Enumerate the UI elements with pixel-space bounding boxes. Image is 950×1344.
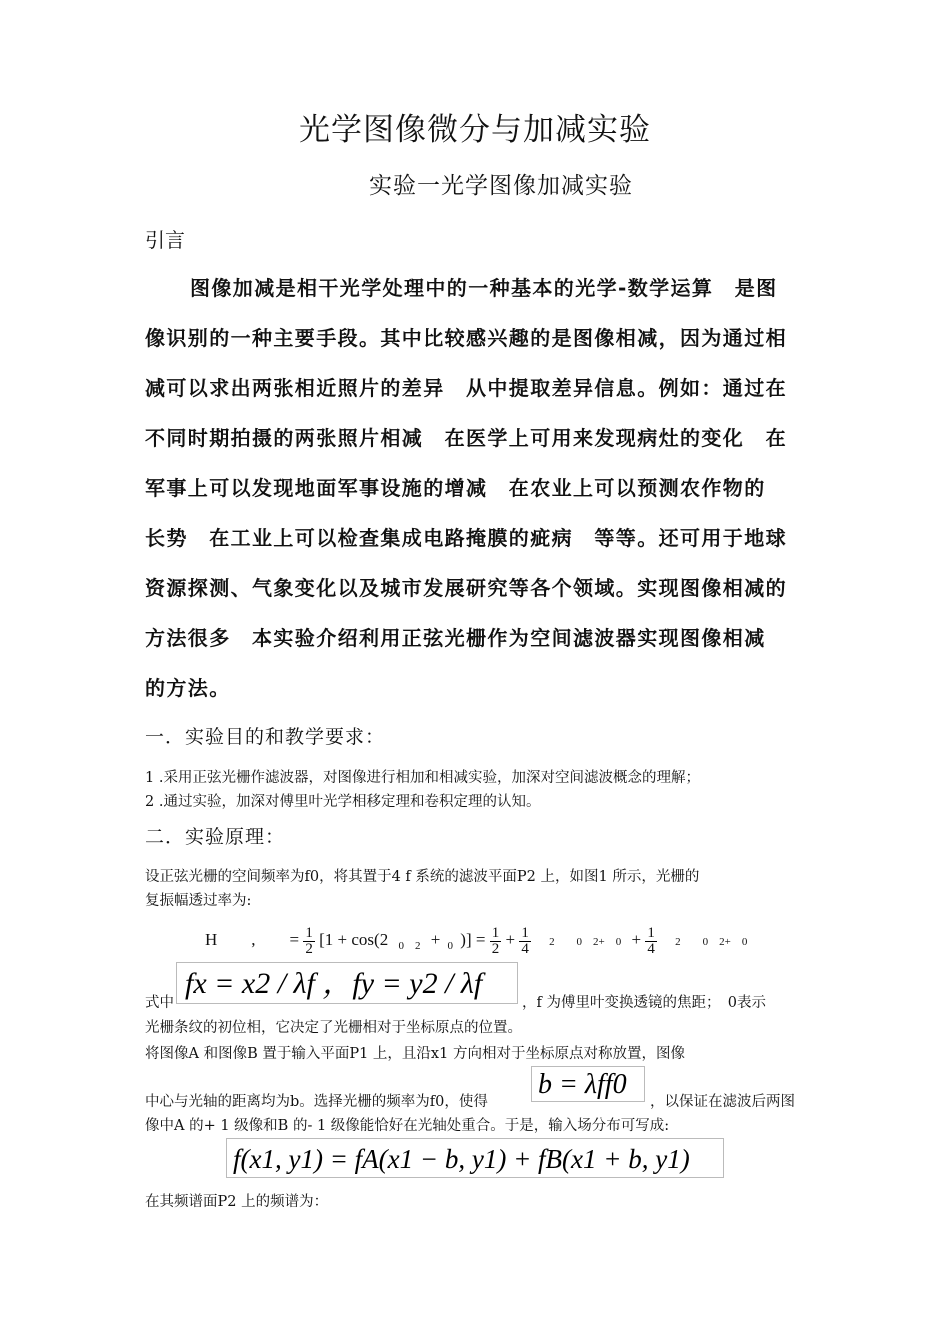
intro-line: 长势 在工业上可以检查集成电路掩膜的疵病 等等。还可用于地球 (145, 526, 787, 550)
intro-line: 图像加减是相干光学处理中的一种基本的光学-数学运算 是图 (190, 276, 778, 300)
eq-bracket: [1 + cos(2 (319, 930, 389, 949)
transmittance-equation (205, 922, 747, 958)
section1-item: 1 .采用正弦光栅作滤波器，对图像进行相加和相减实验，加深对空间滤波概念的理解； (145, 770, 700, 786)
document-title: 光学图像微分与加减实验 (299, 112, 651, 148)
intro-line: 像识别的一种主要手段。其中比较感兴趣的是图像相减，因为通过相 (145, 326, 787, 350)
eq-sub: 0 2 (398, 940, 421, 953)
section2-heading: 二．实验原理： (145, 826, 286, 848)
paragraph-line: 将图像A 和图像B 置于输入平面P1 上，且沿x1 方向相对于坐标原点对称放置，图像 (145, 1046, 685, 1062)
grating-frequency-formula-image: b = λff0 (531, 1066, 645, 1102)
eq-plus: + (430, 930, 441, 949)
intro-line: 不同时期拍摄的两张照片相减 在医学上可用来发现病灶的变化 在 (145, 426, 787, 450)
fraction-quarter: $\frac{1}{4}$ (647, 924, 655, 957)
fraction-quarter: $\frac{1}{4}$ (521, 924, 529, 957)
paragraph-line: 设正弦光栅的空间频率为f0，将其置于4 f 系统的滤波平面P2 上，如图1 所示，光栅的 (145, 869, 700, 885)
paragraph-line: 光栅条纹的初位相，它决定了光栅相对于坐标原点的位置。 (145, 1020, 522, 1036)
paragraph-line: 复振幅透过率为: (145, 893, 252, 909)
intro-line: 减可以求出两张相近照片的差异 从中提取差异信息。例如：通过在 (145, 376, 787, 400)
paragraph-line: ，以保证在滤波后两图 (650, 1094, 795, 1110)
paragraph-line: 像中A 的+ 1 级像和B 的- 1 级像能恰好在光轴处重合。于是，输入场分布可写成: (145, 1118, 670, 1134)
eq-plus: + (631, 930, 642, 949)
eq-close: )] = (460, 930, 486, 949)
section1-heading: 一．实验目的和教学要求： (145, 726, 386, 748)
intro-line: 方法很多 本实验介绍利用正弦光栅作为空间滤波器实现图像相减 (145, 626, 766, 650)
section1-item: 2 .通过实验，加深对傅里叶光学相移定理和卷积定理的认知。 (145, 794, 541, 810)
spatial-frequency-formula-image: fx = x2 / λf ，fy = y2 / λf (176, 962, 518, 1004)
document-subtitle: 实验一光学图像加减实验 (369, 173, 633, 199)
intro-heading: 引言 (145, 228, 185, 252)
fraction-half: $\frac{1}{2}$ (491, 924, 500, 957)
eq2-prefix: 式中 (145, 995, 174, 1011)
eq-term: 2 0 2+ 0 (549, 936, 622, 948)
eq-sub: 0 (447, 940, 454, 953)
paragraph-line: 中心与光轴的距离均为b。选择光栅的频率为f0，使得 (145, 1094, 488, 1110)
input-field-formula-image: f(x1, y1) = fA(x1 − b, y1) + fB(x1 + b, y1) (226, 1138, 724, 1178)
eq-lhs: H , = (205, 930, 300, 949)
eq-plus: + (505, 930, 516, 949)
eq2-suffix: ，f 为傅里叶变换透镜的焦距； 0表示 (522, 995, 766, 1011)
intro-line: 资源探测、气象变化以及城市发展研究等各个领域。实现图像相减的 (145, 576, 787, 600)
intro-line: 的方法。 (145, 676, 231, 700)
fraction-half: $\frac{1}{2}$ (305, 924, 313, 957)
paragraph-line: 在其频谱面P2 上的频谱为： (145, 1194, 329, 1210)
eq-term: 2 0 2+ 0 (675, 936, 748, 948)
intro-line: 军事上可以发现地面军事设施的增减 在农业上可以预测农作物的 (145, 476, 766, 500)
